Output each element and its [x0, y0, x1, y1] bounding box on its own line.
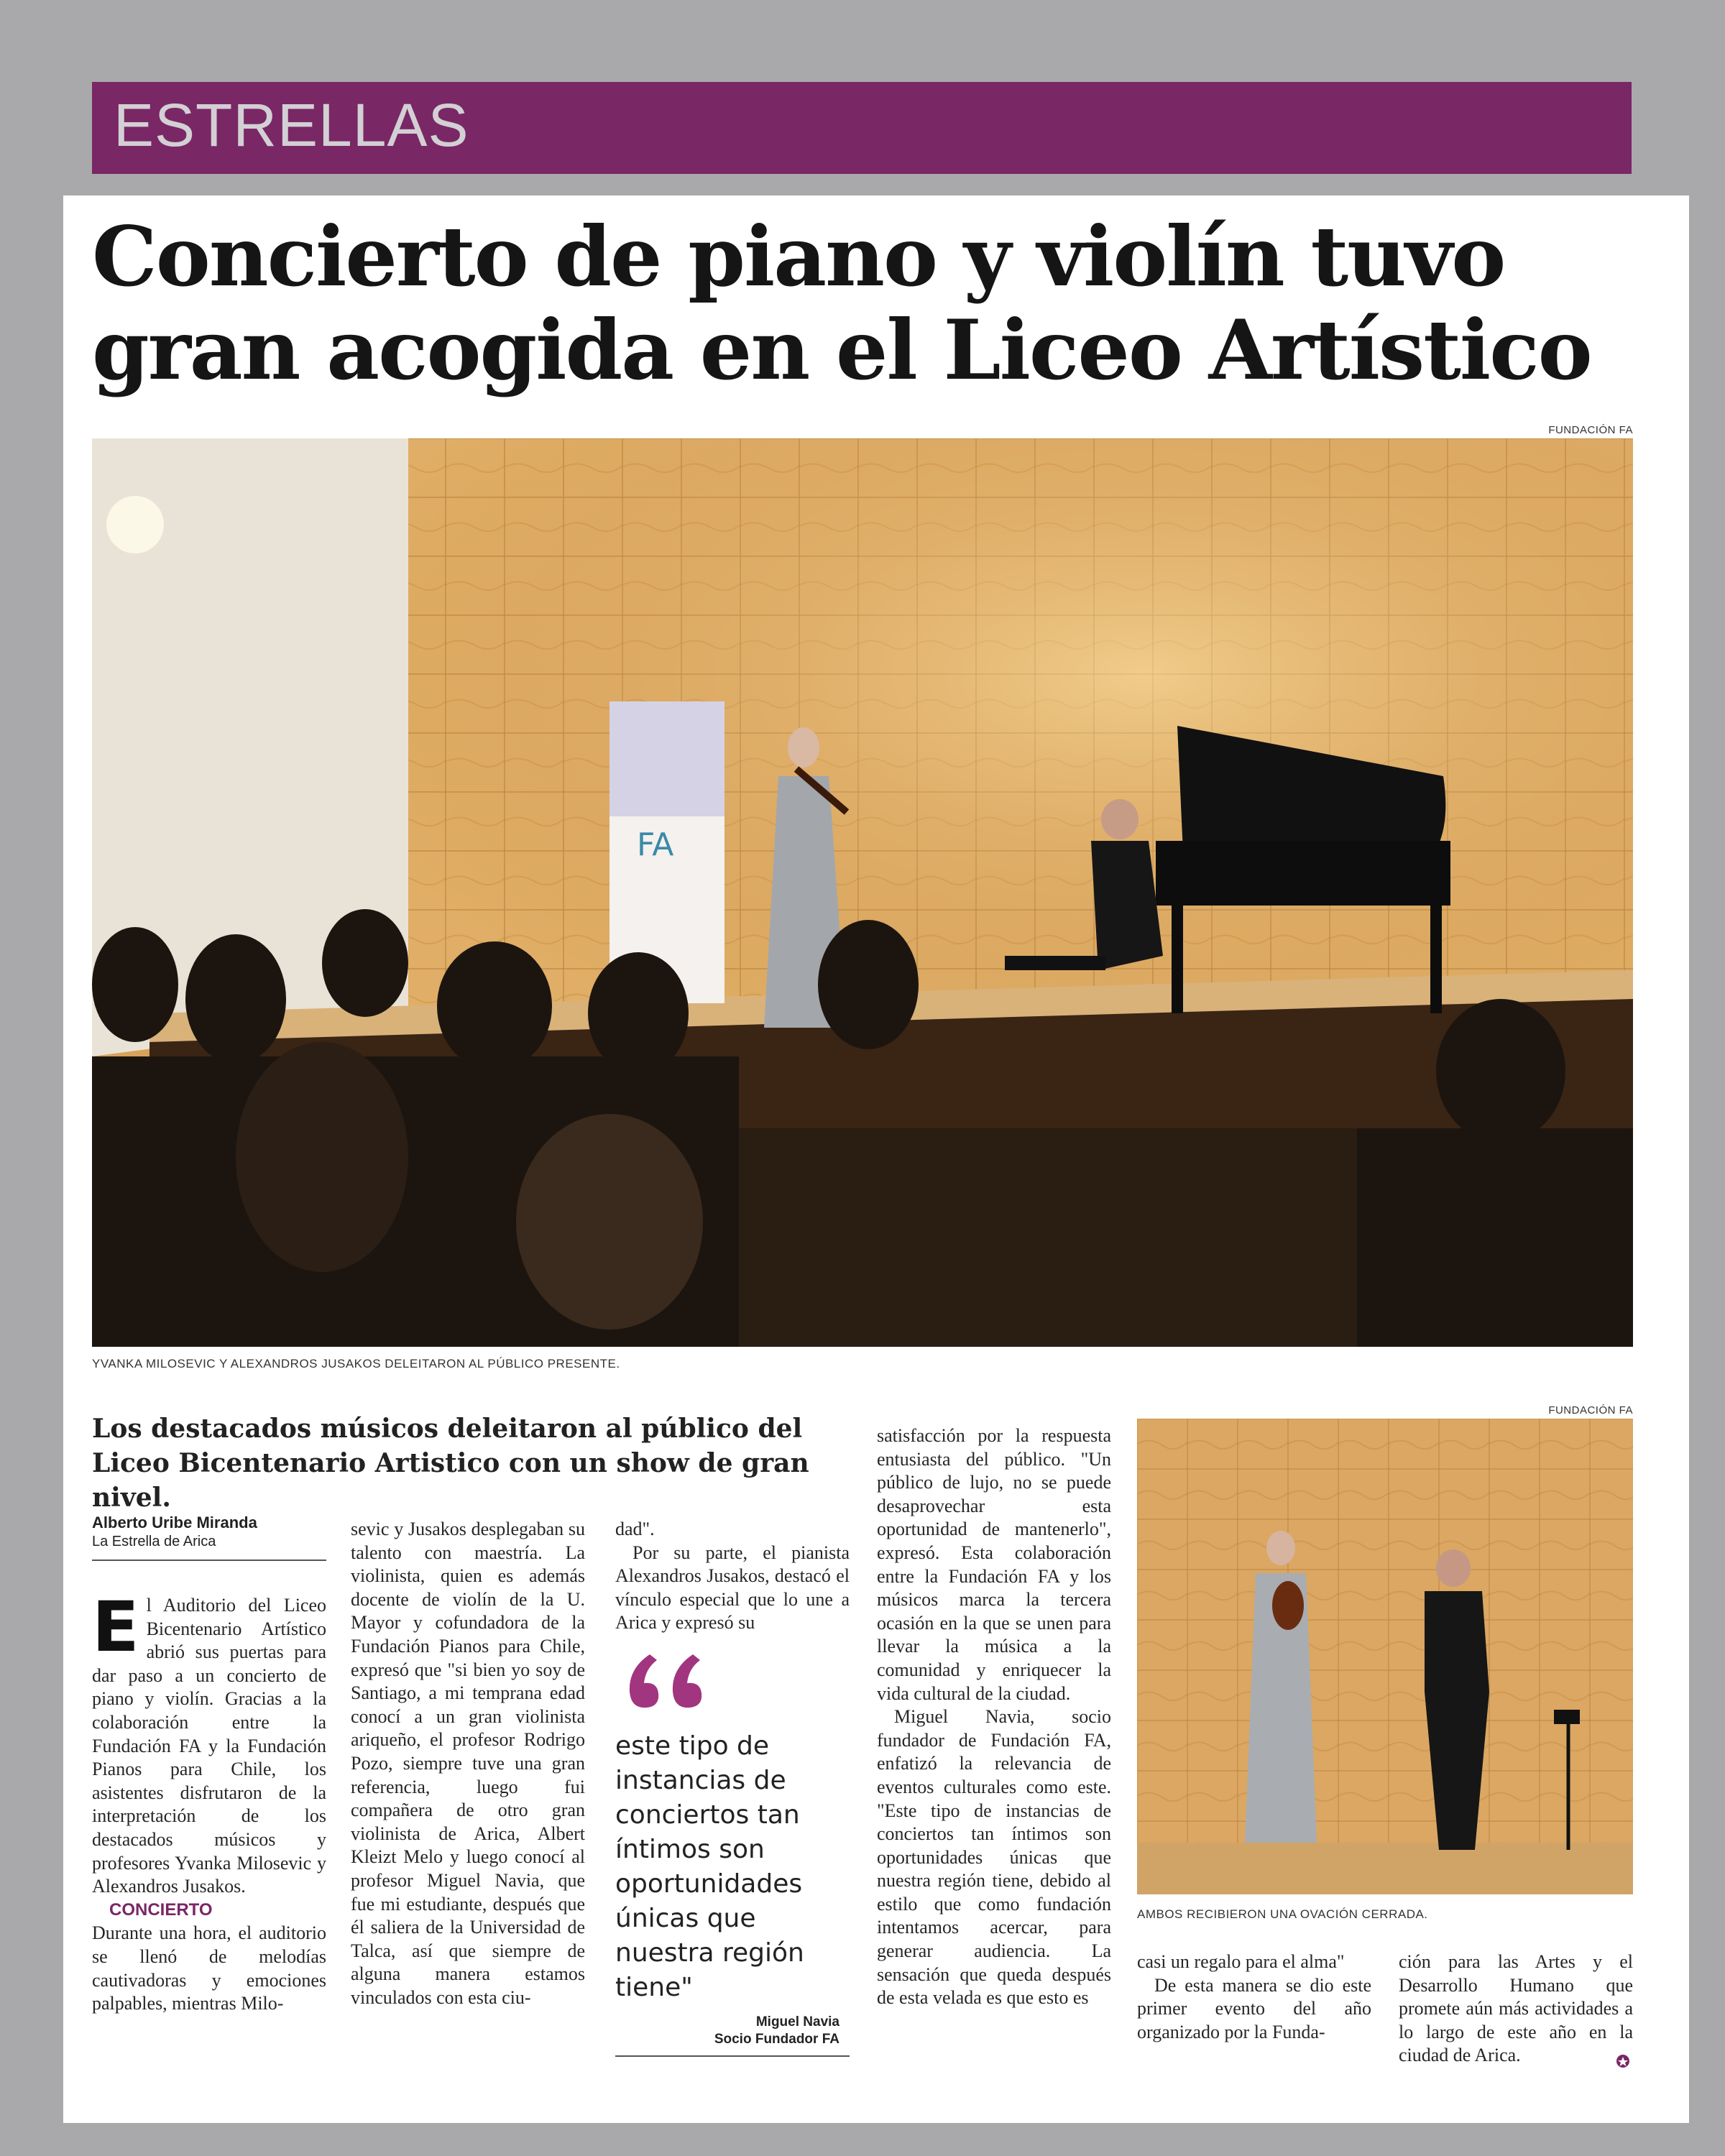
small-photo-credit: FUNDACIÓN FA: [1548, 1404, 1633, 1416]
body-paragraph: [92, 1587, 326, 1899]
body-column-1: [92, 1587, 326, 2016]
dropcap: E: [92, 1587, 139, 1667]
main-photo-credit: FUNDACIÓN FA: [1548, 424, 1633, 436]
banner-logo-text: FA: [637, 826, 674, 863]
body-paragraph: satisfacción por la respuesta entusiasta del público. "Un público de lujo, no se puede desaprovechar esta oportunidad de mantenerlo", expresó. Esta colaboración entre la Fundación FA y los músicos marca la tercera ocasión en la que se unen para llevar la música a la comunidad y enriquecer la vida cultural de la ciudad.: [877, 1425, 1111, 1704]
body-paragraph: Por su parte, el pianista Alexandros Jusakos, destacó el vínculo especial que lo une a Arica y expresó su: [615, 1542, 850, 1634]
pullquote-text: este tipo de instancias de conciertos tan íntimos son oportunidades únicas que nuestra región tiene": [615, 1731, 804, 2002]
byline-org: La Estrella de Arica: [92, 1534, 216, 1549]
body-paragraph: Durante una hora, el auditorio se llenó de melodías cautivadoras y emociones palpables, mientras Milo-: [92, 1922, 326, 2014]
body-column-6: [1399, 1950, 1633, 2068]
quote-mark-icon: [621, 1647, 707, 1712]
body-column-2: [351, 1518, 585, 2009]
body-text: l Auditorio del Liceo Bicentenario Artístico abrió sus puertas para dar paso a un concierto de piano y violín. Gracias a la colaboración entre la Fundación FA y la Fundación Pianos para Chile, los asistentes disfrutaron de la interpretación de los destacados músicos y profesores Yvanka Milosevic y Alexandros Jusakos.: [92, 1595, 326, 1897]
pullquote-role: Socio Fundador FA: [714, 2032, 840, 2047]
pullquote-rule: [615, 2055, 850, 2057]
headline: Concierto de piano y violín tuvo gran acogida en el Liceo Artístico: [92, 208, 1591, 398]
byline-name: Alberto Uribe Miranda: [92, 1514, 257, 1531]
body-paragraph: Miguel Navia, socio fundador de Fundación FA, enfatizó la relevancia de eventos culturales como este. "Este tipo de instancias de conciertos tan íntimos son oportunidades únicas que nuestra región tiene, debido al estilo que como fundación intentamos acercar, para generar audiencia. La sensación que queda después de esta velada es que esto es: [877, 1706, 1111, 2009]
body-column-4: [877, 1424, 1111, 2010]
article-page: [63, 195, 1689, 2123]
section-header-bar: [92, 82, 1632, 174]
body-paragraph: dad".: [615, 1519, 655, 1539]
section-label: ESTRELLAS: [114, 91, 469, 159]
byline-rule: [92, 1560, 326, 1561]
pullquote-name: Miguel Navia: [755, 2014, 840, 2030]
subhead: CONCIERTO: [109, 1899, 213, 1920]
body-paragraph: sevic y Jusakos desplegaban su talento con maestría. La violinista, quien es además docente de violín de la U. Mayor y cofundadora de la Fundación Pianos para Chile, expresó que "si bien yo soy de Santiago, a mi temprana edad conocí a un gran violinista ariqueño, el profesor Rodrigo Pozo, siempre tuve una gran referencia, luego fui compañera de otro gran violinista de Arica, Albert Kleizt Melo y luego conocí al profesor Miguel Navia, que fue mi estudiante, después que él saliera de la Universidad de Talca, así que siempre de alguna manera estamos vinculados con esta ciu-: [351, 1519, 585, 2008]
pullquote-attribution: [714, 2014, 840, 2048]
main-photo: [92, 438, 1633, 1347]
body-paragraph: casi un regalo para el alma": [1137, 1951, 1345, 1972]
body-paragraph: De esta manera se dio este primer evento del año organizado por la Funda-: [1137, 1974, 1371, 2042]
small-photo-caption: AMBOS RECIBIERON UNA OVACIÓN CERRADA.: [1137, 1907, 1428, 1921]
deck: Los destacados músicos deleitaron al público del Liceo Bicentenario Artistico con un show de gran nivel.: [92, 1414, 809, 1513]
body-column-3: [615, 1518, 850, 1635]
end-mark-icon: [1616, 2054, 1630, 2068]
body-paragraph: ción para las Artes y el Desarrollo Humano que promete aún más actividades a lo largo de este año en la ciudad de Arica.: [1399, 1951, 1633, 2066]
small-photo: [1137, 1419, 1633, 1894]
body-column-5: [1137, 1950, 1371, 2044]
main-photo-caption: YVANKA MILOSEVIC Y ALEXANDROS JUSAKOS DELEITARON AL PÚBLICO PRESENTE.: [92, 1357, 620, 1370]
